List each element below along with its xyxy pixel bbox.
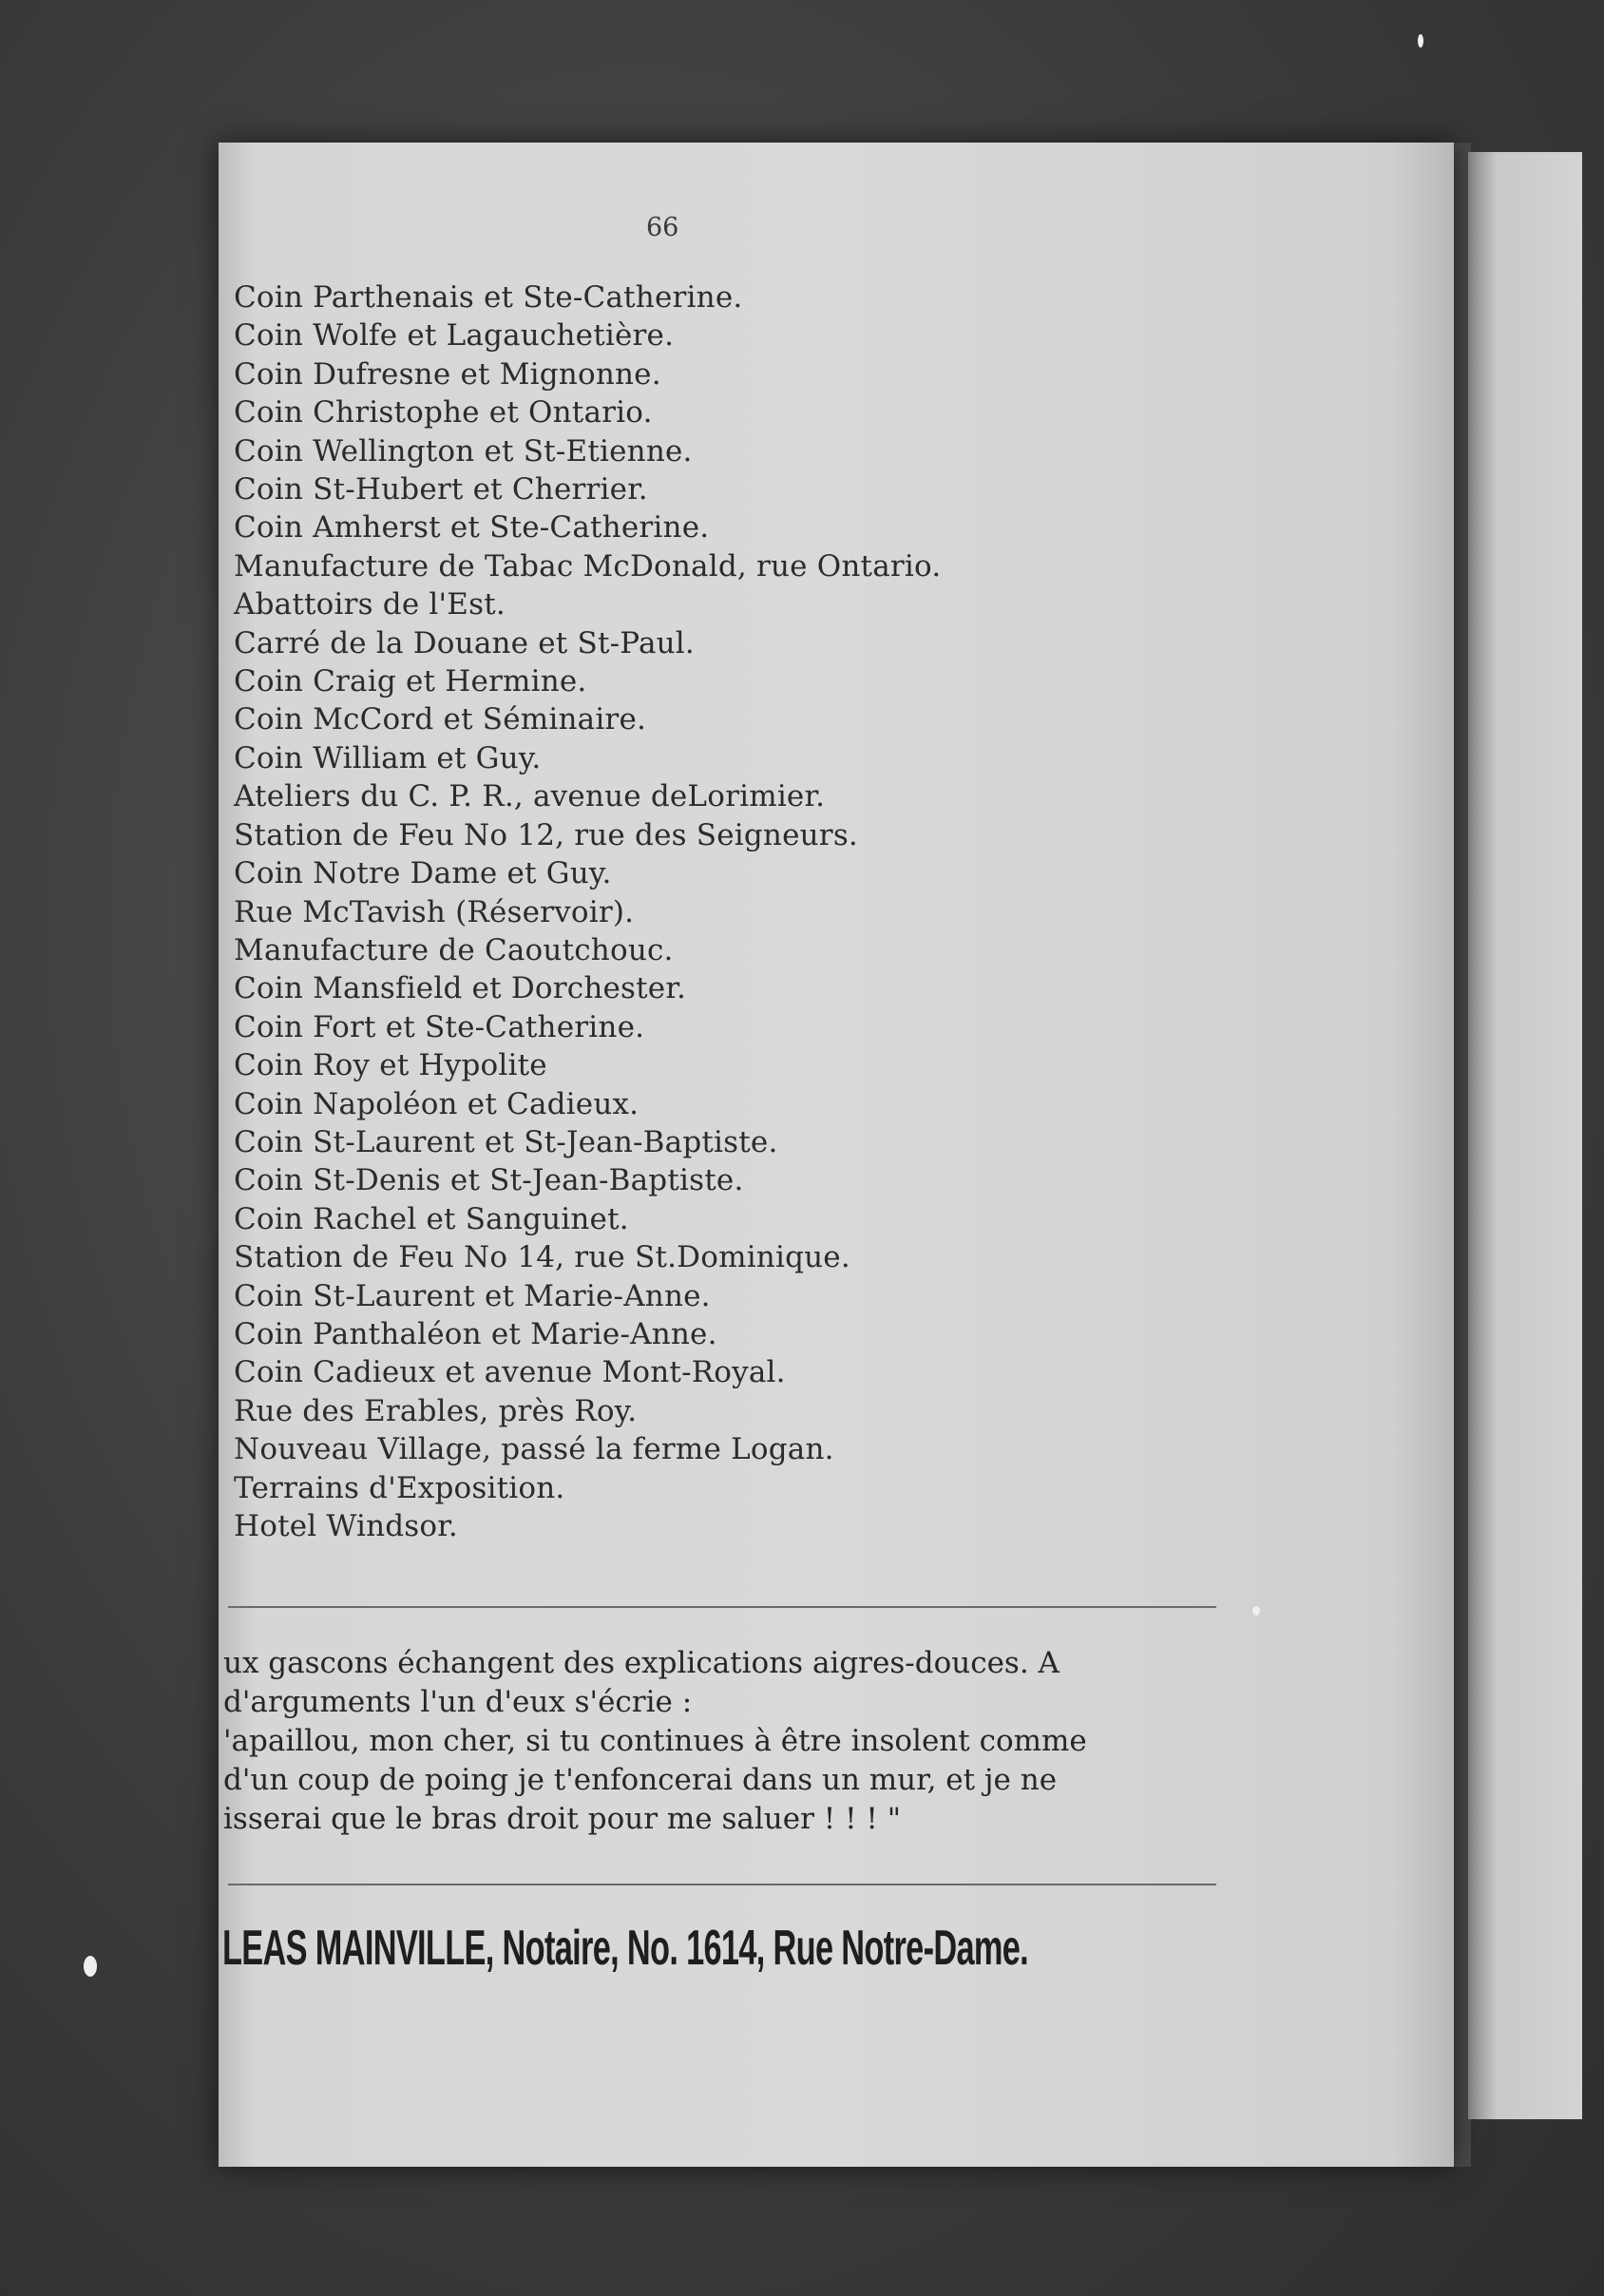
list-item: Terrains d'Exposition. [234,1470,565,1505]
list-item: Coin St-Laurent et St-Jean-Baptiste. [234,1124,778,1159]
list-item: Coin Craig et Hermine. [234,664,587,699]
anecdote-line: d'un coup de poing je t'enfoncerai dans un mur, et je ne [223,1763,1058,1797]
alarm-box-list [234,278,941,1545]
list-item: Coin Fort et Ste-Catherine. [234,1009,645,1044]
list-item: Manufacture de Tabac McDonald, rue Ontario. [234,548,942,584]
notary-advertisement: LEAS MAINVILLE, Notaire, No. 1614, Rue Notre-Dame. [222,1921,1029,1976]
list-item: Coin William et Guy. [234,740,542,775]
list-item: Ateliers du C. P. R., avenue deLorimier. [234,779,826,814]
list-item: Coin Christophe et Ontario. [234,395,653,430]
list-item: Coin Roy et Hypolite [234,1048,547,1083]
section-divider [228,1606,1216,1608]
list-item: Coin Amherst et Ste-Catherine. [234,510,710,545]
list-item: Coin Wolfe et Lagauchetière. [234,318,675,354]
list-item: Coin Wellington et St-Etienne. [234,433,693,469]
list-item: Coin Dufresne et Mignonne. [234,356,661,392]
list-item: Coin Panthaléon et Marie-Anne. [234,1316,717,1351]
anecdote-line: ux gascons échangent des explications aigres-douces. A [223,1646,1060,1680]
list-item: Coin McCord et Séminaire. [234,702,647,737]
section-divider [228,1884,1216,1885]
list-item: Hotel Windsor. [234,1509,458,1543]
list-item: Coin Rachel et Sanguinet. [234,1201,629,1236]
anecdote-line: isserai que le bras droit pour me saluer ! ! ! " [223,1802,901,1836]
list-item: Coin Notre Dame et Guy. [234,856,612,891]
list-item: Manufacture de Caoutchouc. [234,932,674,967]
list-item: Nouveau Village, passé la ferme Logan. [234,1432,834,1467]
list-item: Abattoirs de l'Est. [234,587,506,622]
page-number: 66 [646,213,679,242]
film-speck [1252,1606,1260,1616]
list-item: Coin Parthenais et Ste-Catherine. [234,280,743,315]
list-item: Coin Cadieux et avenue Mont-Royal. [234,1355,786,1390]
list-item: Coin St-Laurent et Marie-Anne. [234,1278,711,1313]
anecdote-paragraph [223,1644,1231,1839]
list-item: Coin St-Hubert et Cherrier. [234,472,648,507]
list-item: Station de Feu No 12, rue des Seigneurs. [234,817,858,852]
document-page [219,143,1454,2167]
film-speck [1418,34,1423,48]
list-item: Station de Feu No 14, rue St.Dominique. [234,1240,850,1275]
anecdote-line: d'arguments l'un d'eux s'écrie : [223,1685,693,1719]
list-item: Carré de la Douane et St-Paul. [234,625,695,660]
list-item: Rue McTavish (Réservoir). [234,894,635,929]
film-speck [84,1956,97,1977]
list-item: Coin Mansfield et Dorchester. [234,971,687,1006]
list-item: Rue des Erables, près Roy. [234,1393,638,1428]
list-item: Coin St-Denis et St-Jean-Baptiste. [234,1163,744,1198]
anecdote-line: 'apaillou, mon cher, si tu continues à être insolent comme [223,1724,1087,1758]
adjacent-page-edge [1468,152,1582,2119]
list-item: Coin Napoléon et Cadieux. [234,1086,640,1121]
